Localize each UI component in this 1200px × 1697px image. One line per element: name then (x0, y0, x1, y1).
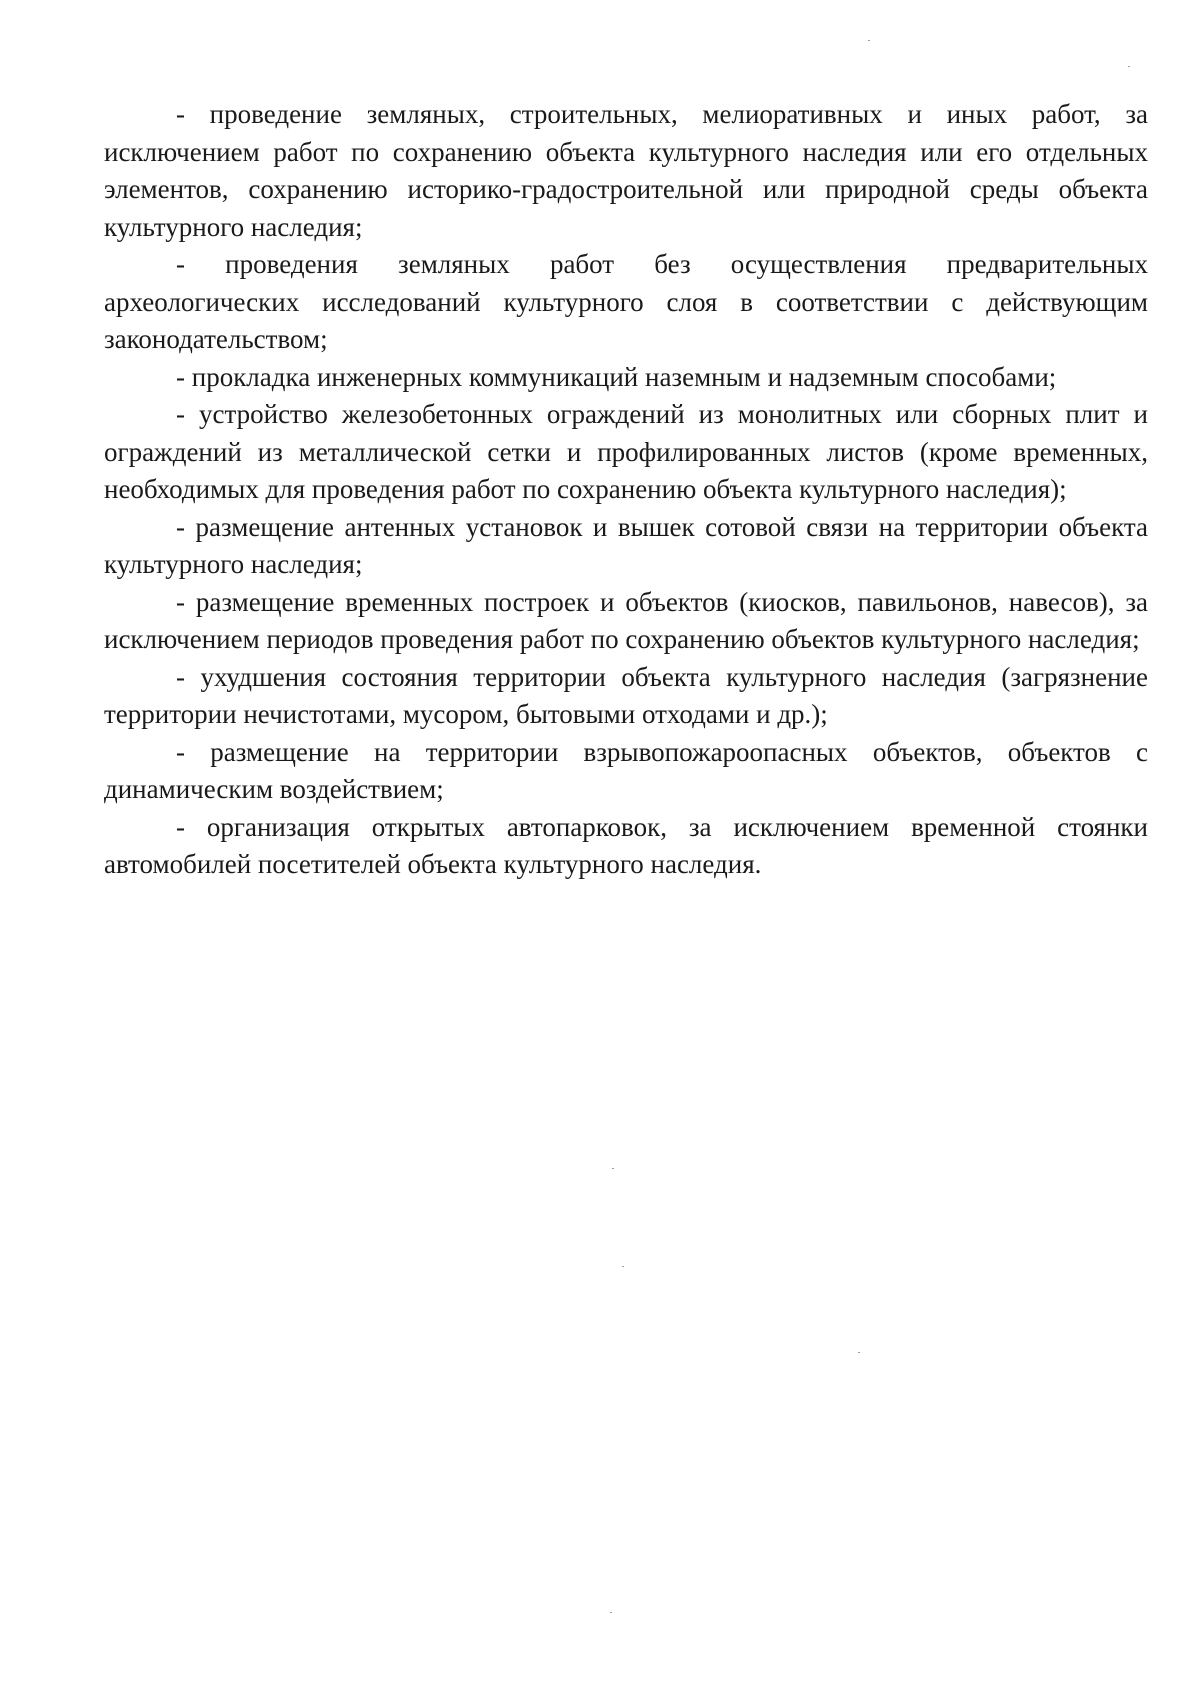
list-item: - прокладка инженерных коммуникаций наземным и надземным способами; (176, 361, 1057, 392)
scan-speck (868, 40, 870, 41)
list-item: - проведение земляных, строительных, мелиоративных и иных работ, за исключением работ по сохранению объекта культурного наследия или его отдельных элементов, сохранению историко-градостроительной или природной среды объекта культурного наследия; (104, 99, 1148, 242)
list-item: - размещение антенных установок и вышек сотовой связи на территории объекта культурного наследия; (104, 511, 1148, 579)
list-item: - ухудшения состояния территории объекта культурного наследия (загрязнение территории нечистотами, мусором, бытовыми отходами и др.); (104, 661, 1148, 729)
list-item: - проведения земляных работ без осуществления предварительных археологических исследований культурного слоя в соответствии с действующим законодательством; (104, 249, 1148, 354)
list-item: - размещение на территории взрывопожароопасных объектов, объектов с динамическим воздействием; (104, 736, 1148, 804)
list-item: - организация открытых автопарковок, за исключением временной стоянки автомобилей посетителей объекта культурного наследия. (104, 811, 1148, 879)
scan-speck (622, 1266, 624, 1267)
list-item: - устройство железобетонных ограждений из монолитных или сборных плит и ограждений из металлической сетки и профилированных листов (кроме временных, необходимых для проведения работ по сохранению объекта культурного наследия); (104, 399, 1148, 504)
scan-speck (610, 1612, 612, 1613)
document-body (104, 96, 1148, 884)
scan-speck (858, 1352, 860, 1353)
scan-speck (1128, 66, 1130, 67)
scan-speck (612, 1168, 614, 1169)
list-item: - размещение временных построек и объектов (киосков, павильонов, навесов), за исключением периодов проведения работ по сохранению объектов культурного наследия; (104, 586, 1148, 654)
